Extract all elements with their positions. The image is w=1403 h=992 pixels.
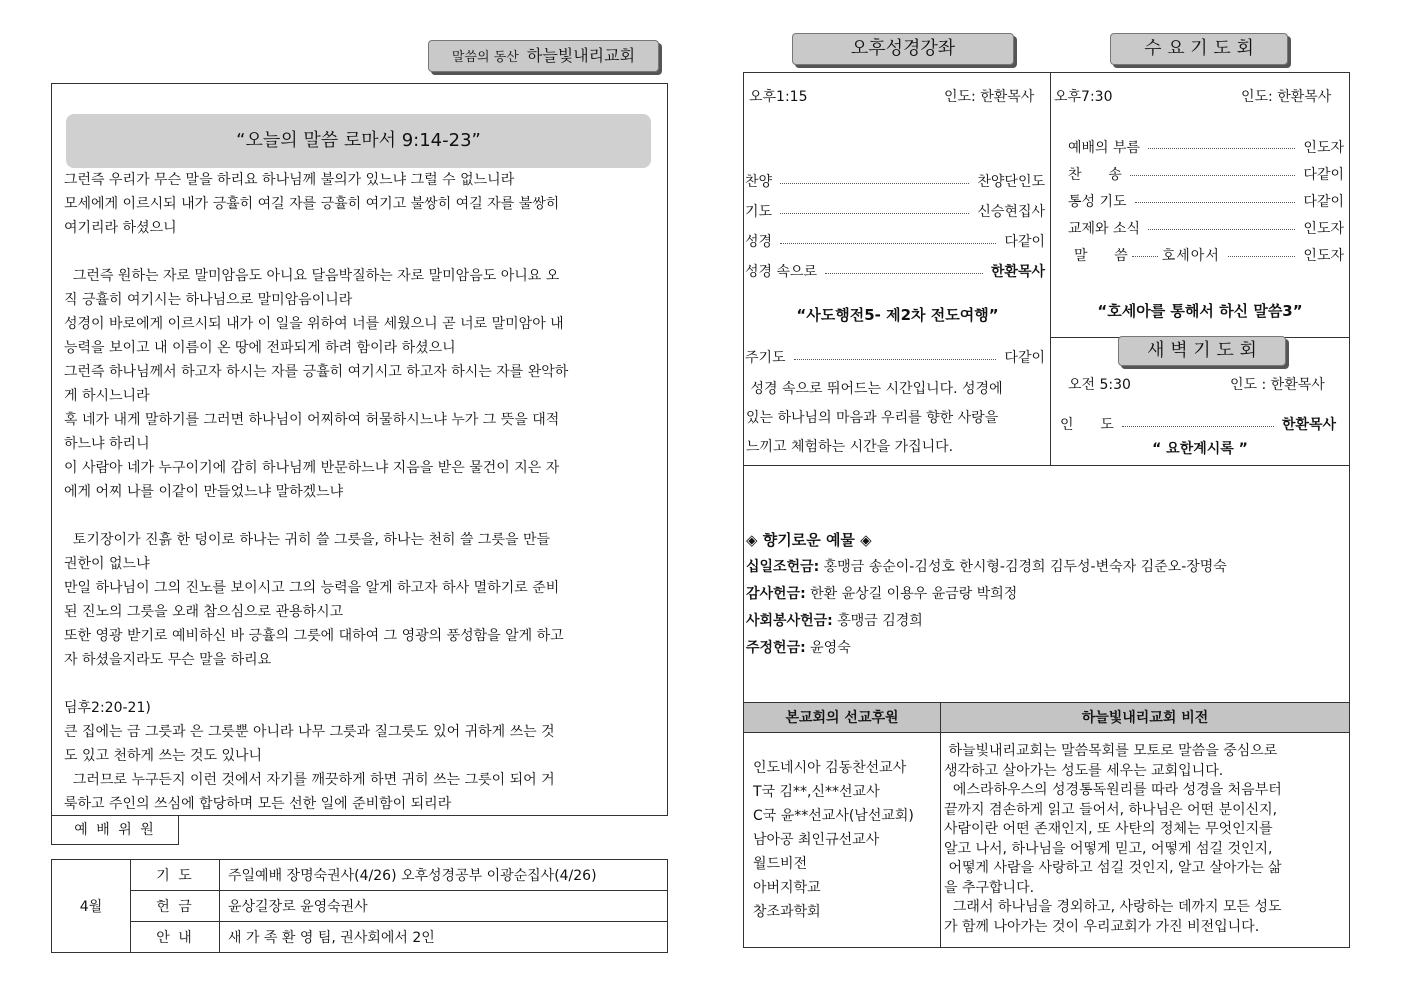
duty-role: 헌 금 bbox=[131, 891, 220, 922]
program-label: 성경 속으로 bbox=[745, 264, 818, 280]
sermon-line bbox=[64, 240, 656, 264]
program-row bbox=[1068, 241, 1344, 268]
list-item: T국 김**,신**선교사 bbox=[753, 784, 880, 800]
sermon-line: 도 있고 천하게 쓰는 것도 있나니 bbox=[64, 748, 263, 764]
vision-line: 하늘빛내리교회는 말씀목회를 모토로 말씀을 중심으로 bbox=[944, 743, 1278, 759]
vision-line: 사람이란 어떤 존재인지, 또 사탄의 정체는 무엇인지를 bbox=[944, 821, 1273, 837]
afternoon-program bbox=[745, 166, 1045, 286]
afternoon-title-text: 오후성경강좌 bbox=[850, 38, 956, 59]
sermon-line: 모세에게 이르시되 내가 긍휼히 여길 자를 긍휼히 여기고 불쌍히 여길 자를 불쌍히 bbox=[64, 196, 560, 212]
program-row bbox=[745, 226, 1045, 256]
sermon-line: 여기리라 하셨으니 bbox=[64, 220, 177, 236]
offering-section bbox=[746, 528, 1346, 664]
vision-header bbox=[940, 702, 1350, 733]
program-row bbox=[745, 166, 1045, 196]
divider-top-section bbox=[743, 465, 1350, 466]
program-label: 교제와 소식 bbox=[1068, 220, 1141, 237]
program-row bbox=[1068, 133, 1344, 160]
dawn-theme: “ 요한계시록 ” bbox=[1152, 441, 1248, 457]
sermon-line: 만일 하나님이 그의 진노를 보이시고 그의 능력을 알게 하고자 하사 멸하기로 준비 bbox=[64, 580, 560, 596]
duty-role: 기 도 bbox=[131, 860, 220, 891]
vision-line: 생각하고 살아가는 성도를 세우는 교회입니다. bbox=[944, 762, 1224, 779]
afternoon-description bbox=[746, 375, 1048, 462]
duty-role: 안 내 bbox=[131, 922, 220, 953]
program-value: 인도자 bbox=[1303, 247, 1344, 264]
sermon-line: 룩하고 주인의 쓰심에 합당하며 모든 선한 일에 준비함이 되리라 bbox=[64, 796, 452, 812]
list-item: 아버지학교 bbox=[753, 880, 821, 896]
program-row bbox=[1068, 160, 1344, 187]
table-row bbox=[52, 891, 668, 922]
church-banner-prefix: 말씀의 동산 bbox=[451, 50, 519, 65]
program-label: 예배의 부름 bbox=[1068, 139, 1141, 156]
afternoon-time: 오후1:15 bbox=[749, 89, 808, 105]
sermon-line: 또한 영광 받기로 예비하신 바 긍휼의 그릇에 대하여 그 영광의 풍성함을 알게 하고 bbox=[64, 628, 564, 644]
dawn-program-row bbox=[1060, 412, 1336, 436]
sermon-line: 게 하시느니라 bbox=[64, 388, 150, 404]
sermon-line: 그런즉 원하는 자로 말미암음도 아니요 달음박질하는 자로 말미암음도 아니요 오 bbox=[64, 268, 560, 284]
program-value: 한환목사 bbox=[1281, 417, 1336, 433]
program-label: 주기도 bbox=[745, 350, 786, 366]
duty-detail: 주일예배 장명숙권사(4/26) 오후성경공부 이광순집사(4/26) bbox=[220, 860, 668, 891]
sermon-title bbox=[66, 114, 651, 168]
program-value: 다같이 bbox=[1004, 350, 1045, 366]
program-label: 말 씀 bbox=[1074, 247, 1128, 264]
wednesday-theme: “호세아를 통해서 하신 말씀3” bbox=[1097, 302, 1303, 320]
program-label: 성경 bbox=[745, 234, 773, 250]
sermon-line: 그런즉 하나님께서 하고자 하시는 자를 긍휼히 여기시고 하고자 하시는 자를 완악하 bbox=[64, 364, 569, 380]
program-row bbox=[1068, 187, 1344, 214]
sermon-line: 된 진노의 그릇을 오래 참으심으로 관용하시고 bbox=[64, 604, 344, 620]
divider-vertical bbox=[1050, 72, 1051, 466]
dawn-title bbox=[1118, 336, 1286, 366]
wednesday-leader: 인도: 한환목사 bbox=[1241, 89, 1332, 105]
sermon-line: 에게 어찌 나를 이같이 만들었느냐 말하겠느냐 bbox=[64, 484, 344, 500]
offering-label: 십일조헌금: bbox=[746, 559, 820, 575]
offering-row bbox=[746, 583, 1346, 610]
vision-line: 끝까지 겸손하게 읽고 들어서, 하나님은 어떤 분이신지, bbox=[944, 801, 1278, 818]
description-line: 느끼고 체험하는 시간을 가집니다. bbox=[746, 439, 954, 455]
sermon-line: 딤후2:20-21) bbox=[64, 700, 151, 716]
list-item: 월드비전 bbox=[753, 856, 808, 872]
dawn-leader: 인도 : 한환목사 bbox=[1230, 377, 1325, 393]
afternoon-leader: 인도: 한환목사 bbox=[944, 89, 1035, 105]
mission-header-text: 본교회의 선교후원 bbox=[785, 710, 899, 726]
program-value: 다같이 bbox=[1303, 193, 1344, 210]
sermon-line: 혹 네가 내게 말하기를 그러면 하나님이 어찌하여 허물하시느냐 누가 그 뜻을 대적 bbox=[64, 412, 560, 428]
description-line: 성경 속으로 뛰어드는 시간입니다. 성경에 bbox=[746, 381, 1003, 397]
sermon-line bbox=[64, 504, 656, 528]
church-banner bbox=[428, 40, 659, 72]
offering-label: 사회봉사헌금: bbox=[746, 613, 833, 629]
duty-detail: 새 가 족 환 영 팀, 권사회에서 2인 bbox=[220, 922, 668, 953]
sermon-line: 능력을 보이고 내 이름이 온 땅에 전파되게 하려 함이라 하셨으니 bbox=[64, 340, 456, 356]
program-value: 다같이 bbox=[1004, 234, 1045, 250]
sermon-line: 성경이 바로에게 이르시되 내가 이 일을 위하여 너를 세웠으니 곧 너로 말미암아 내 bbox=[64, 316, 564, 332]
sermon-line: 큰 집에는 금 그릇과 은 그릇뿐 아니라 나무 그릇과 질그릇도 있어 귀하게 쓰는 것 bbox=[64, 724, 555, 740]
duty-detail: 윤상길장로 윤영숙권사 bbox=[220, 891, 668, 922]
sermon-line: 하느냐 하리니 bbox=[64, 436, 150, 452]
sermon-title-text: “오늘의 말씀 로마서 9:14-23” bbox=[236, 130, 481, 151]
description-line: 있는 하나님의 마음과 우리를 향한 사랑을 bbox=[746, 410, 999, 426]
offering-row bbox=[746, 637, 1346, 664]
offering-names: 홍맹금 김경희 bbox=[832, 613, 923, 629]
program-value: 한환목사 bbox=[990, 264, 1045, 280]
program-label: 찬 송 bbox=[1068, 166, 1122, 183]
vision-line: 어떻게 사람을 사랑하고 섬길 것인지, 알고 살아가는 삶 bbox=[944, 860, 1282, 876]
duty-table bbox=[51, 859, 668, 953]
offering-heading: ◈ 향기로운 예물 ◈ bbox=[746, 531, 872, 549]
afternoon-closing bbox=[745, 345, 1045, 369]
sermon-line: 그런즉 우리가 무슨 말을 하리요 하나님께 불의가 있느냐 그럴 수 없느니라 bbox=[64, 172, 515, 188]
table-row bbox=[52, 922, 668, 953]
offering-names: 홍맹금 송순이-김성호 한시형-김경희 김두성-변숙자 김준오-장명숙 bbox=[819, 559, 1227, 575]
program-label: 인 도 bbox=[1060, 417, 1114, 433]
program-value: 신승현집사 bbox=[977, 204, 1045, 220]
list-item: C국 윤**선교사(남선교회) bbox=[753, 808, 914, 824]
duty-title bbox=[51, 815, 179, 845]
program-value: 인도자 bbox=[1303, 220, 1344, 237]
sermon-line: 토기장이가 진흙 한 덩이로 하나는 귀히 쓸 그릇을, 하나는 천히 쓸 그릇을 만들 bbox=[64, 532, 550, 548]
wednesday-title bbox=[1110, 33, 1288, 65]
sermon-line: 권한이 없느냐 bbox=[64, 556, 150, 572]
sermon-line: 직 긍휼히 여기시는 하나님으로 말미암음이니라 bbox=[64, 292, 353, 308]
program-row bbox=[745, 196, 1045, 226]
program-mid: 호세아서 bbox=[1161, 247, 1220, 264]
sermon-line: 그러므로 누구든지 이런 것에서 자기를 깨끗하게 하면 귀히 쓰는 그릇이 되어 거 bbox=[64, 772, 555, 788]
mission-divider bbox=[940, 733, 941, 948]
wednesday-program bbox=[1068, 133, 1344, 268]
list-item: 인도네시아 김동찬선교사 bbox=[753, 760, 907, 776]
vision-line: 그래서 하나님을 경외하고, 사랑하는 데까지 모든 성도 bbox=[944, 899, 1282, 915]
program-label: 기도 bbox=[745, 204, 773, 220]
vision-line: 가 함께 나아가는 것이 우리교회가 가진 비전입니다. bbox=[944, 918, 1260, 935]
wednesday-time: 오후7:30 bbox=[1054, 89, 1113, 105]
offering-label: 주정헌금: bbox=[746, 640, 806, 656]
duty-title-text: 예 배 위 원 bbox=[74, 822, 156, 838]
program-row bbox=[745, 256, 1045, 286]
list-item: 남아공 최인규선교사 bbox=[753, 832, 880, 848]
program-value: 찬양단인도 bbox=[977, 174, 1045, 190]
sermon-text bbox=[64, 168, 656, 816]
program-label: 통성 기도 bbox=[1068, 193, 1127, 210]
sermon-line bbox=[64, 672, 656, 696]
list-item: 창조과학회 bbox=[753, 904, 821, 920]
mission-header bbox=[743, 702, 941, 733]
church-name: 하늘빛내리교회 bbox=[526, 46, 636, 65]
program-value: 다같이 bbox=[1303, 166, 1344, 183]
mission-list bbox=[753, 756, 939, 924]
dawn-title-text: 새 벽 기 도 회 bbox=[1147, 340, 1257, 361]
program-value: 인도자 bbox=[1303, 139, 1344, 156]
sermon-line: 자 하셨을지라도 무슨 말을 하리요 bbox=[64, 652, 272, 668]
vision-line: 에스라하우스의 성경통독원리를 따라 성경을 처음부터 bbox=[944, 782, 1282, 798]
vision-line: 알고 나서, 하나님을 어떻게 믿고, 어떻게 섬길 것인지, bbox=[944, 840, 1273, 857]
offering-names: 윤영숙 bbox=[805, 640, 851, 656]
offering-label: 감사헌금: bbox=[746, 586, 806, 602]
duty-month: 4월 bbox=[52, 860, 131, 953]
vision-header-text: 하늘빛내리교회 비전 bbox=[1081, 710, 1209, 726]
afternoon-title bbox=[792, 33, 1014, 65]
vision-text bbox=[944, 742, 1346, 937]
sermon-line: 이 사람아 네가 누구이기에 감히 하나님께 반문하느냐 지음을 받은 물건이 지은 자 bbox=[64, 460, 560, 476]
offering-row bbox=[746, 556, 1346, 583]
afternoon-theme: “사도행전5- 제2차 전도여행” bbox=[796, 306, 999, 324]
vision-line: 을 추구합니다. bbox=[944, 879, 1035, 896]
program-label: 찬양 bbox=[745, 174, 773, 190]
program-row bbox=[1068, 214, 1344, 241]
offering-names: 한환 윤상길 이용우 윤금랑 박희정 bbox=[805, 586, 1018, 602]
table-row bbox=[52, 860, 668, 891]
offering-row bbox=[746, 610, 1346, 637]
dawn-time: 오전 5:30 bbox=[1068, 377, 1131, 393]
wednesday-title-text: 수 요 기 도 회 bbox=[1144, 38, 1254, 59]
